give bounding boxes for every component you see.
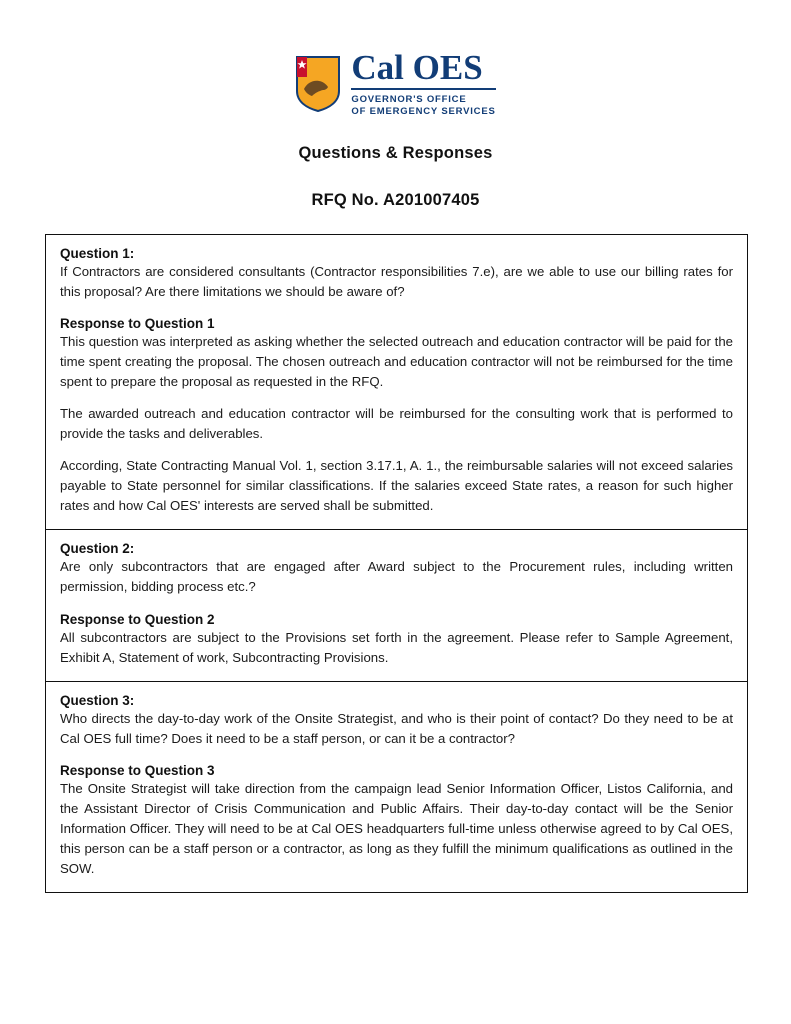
response-paragraph: All subcontractors are subject to the Provisions set forth in the agreement. Please refer to Sample Agreement, Exhibit A, Statement of work, Subcontracting Provisions. — [60, 629, 733, 665]
logo-subtitle-line1: GOVERNOR'S OFFICE — [351, 94, 467, 105]
rfq-number: RFQ No. A201007405 — [311, 190, 480, 209]
response-label: Response to Question 1 — [60, 315, 215, 331]
table-row — [46, 682, 747, 892]
logo-name: Cal OES — [351, 48, 483, 87]
page-title: Questions & Responses — [298, 143, 493, 162]
question-label: Question 1: — [60, 245, 135, 261]
qa-table — [45, 234, 748, 893]
question-label: Question 3: — [60, 692, 135, 708]
response-paragraph: The Onsite Strategist will take direction from the campaign lead Senior Information Officer, Listos California, and the Assistant Director of Crisis Communication and Public Affairs. Their day-to-day contact will be the Senior Information Officer. They will need to be at Cal OES headquarters full-time unless otherwise agreed to by Cal OES, this person can be a staff person or a contractor, as long as they fulfill the minimum qualifications as outlined in the SOW. — [60, 780, 733, 876]
response-label: Response to Question 2 — [60, 611, 215, 627]
question-text: Who directs the day-to-day work of the Onsite Strategist, and who is their point of contact? Do they need to be at Cal OES full time? Does it need to be a staff person, or can it be a contractor? — [60, 710, 733, 746]
response-paragraph: The awarded outreach and education contractor will be reimbursed for the consulting work that is performed to provide the tasks and deliverables. — [60, 406, 733, 442]
table-row — [46, 235, 747, 531]
table-row — [46, 530, 747, 681]
question-label: Question 2: — [60, 541, 135, 557]
response-paragraph: This question was interpreted as asking whether the selected outreach and education contractor will be paid for the time spent creating the proposal. The chosen outreach and education contractor will not be reimbursed for the time spent to prepare the proposal as requested in the RFQ. — [60, 333, 733, 389]
qa-cell — [46, 530, 747, 680]
cal-oes-logo — [45, 50, 746, 118]
cal-oes-wordmark — [351, 50, 495, 118]
response-label: Response to Question 3 — [60, 762, 215, 778]
qa-cell — [46, 235, 747, 530]
logo-divider — [351, 88, 495, 90]
qa-cell — [46, 682, 747, 892]
question-text: If Contractors are considered consultants (Contractor responsibilities 7.e), are we able to use our billing rates for this proposal? Are there limitations we should be aware of? — [60, 263, 733, 299]
question-text: Are only subcontractors that are engaged after Award subject to the Procurement rules, including written permission, bidding process etc.? — [60, 559, 733, 595]
bear-shield-icon — [295, 55, 341, 113]
response-paragraph: According, State Contracting Manual Vol. 1, section 3.17.1, A. 1., the reimbursable salaries will not exceed salaries payable to State personnel for similar classifications. If the salaries exceed State rates, a reason for such higher rates and how Cal OES' interests are served shall be submitted. — [60, 458, 733, 514]
logo-subtitle-line2: OF EMERGENCY SERVICES — [351, 105, 496, 117]
